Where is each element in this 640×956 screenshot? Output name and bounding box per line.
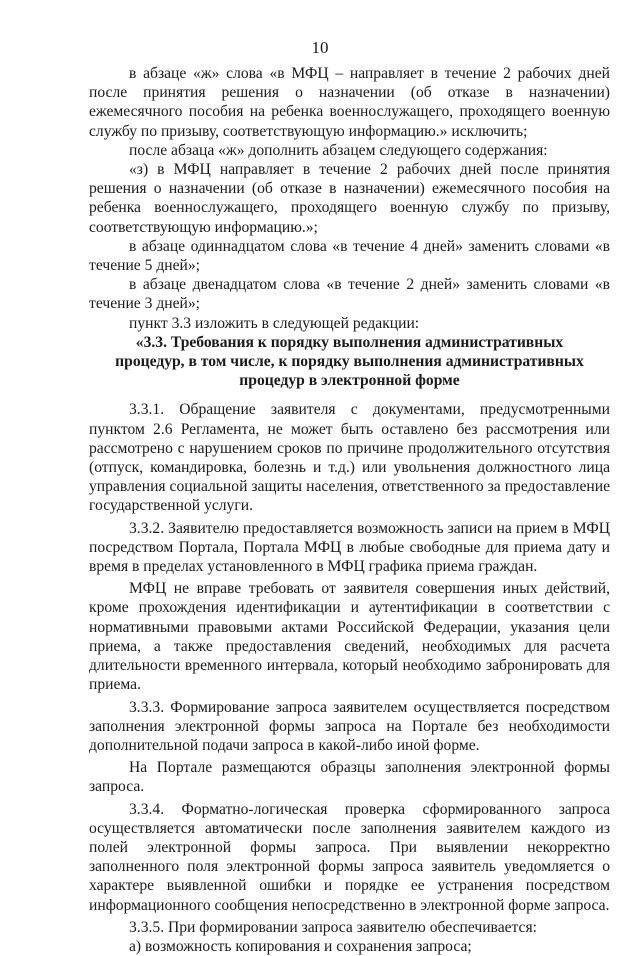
paragraph: На Портале размещаются образцы заполнения электронной формы запроса. xyxy=(89,759,610,796)
paragraph: после абзаца «ж» дополнить абзацем следующего содержания: xyxy=(129,141,548,159)
paragraph: «з) в МФЦ направляет в течение 2 рабочих дней после принятия решения о назначении (об отказе в назначении) ежемесячного пособия на ребенка военнослужащего, проходящего военную службу по призыву, соответствующую информацию.»; xyxy=(89,161,610,236)
document-body xyxy=(89,64,610,956)
paragraph: в абзаце одиннадцатом слова «в течение 4 дней» заменить словами «в течение 5 дней»; xyxy=(89,237,610,275)
paragraph: 3.3.2. Заявителю предоставляется возможность записи на прием в МФЦ посредством Портала, Портала МФЦ в любые свободные для приема дату и время в пределах установленного в МФЦ графика приема граждан. xyxy=(89,519,610,576)
paragraph: пункт 3.3 изложить в следующей редакции: xyxy=(129,314,420,332)
paragraph: 3.3.4. Форматно-логическая проверка сформированного запроса осуществляется автоматически после заполнения заявителем каждого из полей электронной формы запроса. При выявлении некорректно заполненного поля электронной формы запроса заявитель уведомляется о характере выявленной ошибки и порядке ее устранения посредством информационного сообщения непосредственно в электронной форме запроса. xyxy=(89,800,610,914)
paragraph: 3.3.1. Обращение заявителя с документами, предусмотренными пунктом 2.6 Регламента, не может быть оставлено без рассмотрения или рассмотрено с нарушением сроков по причине продолжительного отсутствия (отпуск, командировка, болезнь и т.д.) или увольнения должностного лица управления социальной защиты населения, ответственного за предоставление государственной услуги. xyxy=(89,401,610,515)
paragraph: МФЦ не вправе требовать от заявителя совершения иных действий, кроме прохождения идентификации и аутентификации в соответствии с нормативными правовыми актами Российской Федерации, указания цели приема, а также предоставления сведений, необходимых для расчета длительности временного интервала, который необходимо забронировать для приема. xyxy=(89,580,610,694)
paragraph: а) возможность копирования и сохранения запроса; xyxy=(129,937,472,955)
section-heading: «3.3. Требования к порядку выполнения административных процедур, в том числе, к порядку выполнения административных процедур в электронной форме xyxy=(115,333,584,390)
page-number: 10 xyxy=(311,38,329,57)
paragraph: в абзаце двенадцатом слова «в течение 2 дней» заменить словами «в течение 3 дней»; xyxy=(89,276,610,313)
paragraph: 3.3.3. Формирование запроса заявителем осуществляется посредством заполнения электронной формы запроса на Портале без необходимости дополнительной подачи запроса в какой-либо иной форме. xyxy=(89,698,610,754)
paragraph: 3.3.5. При формировании запроса заявителю обеспечивается: xyxy=(129,918,537,936)
paragraph: в абзаце «ж» слова «в МФЦ – направляет в течение 2 рабочих дней после принятия решения о назначении (об отказе в назначении) ежемесячного пособия на ребенка военнослужащего, проходящего военную службу по призыву, соответствующую информацию.» исключить; xyxy=(89,65,610,140)
